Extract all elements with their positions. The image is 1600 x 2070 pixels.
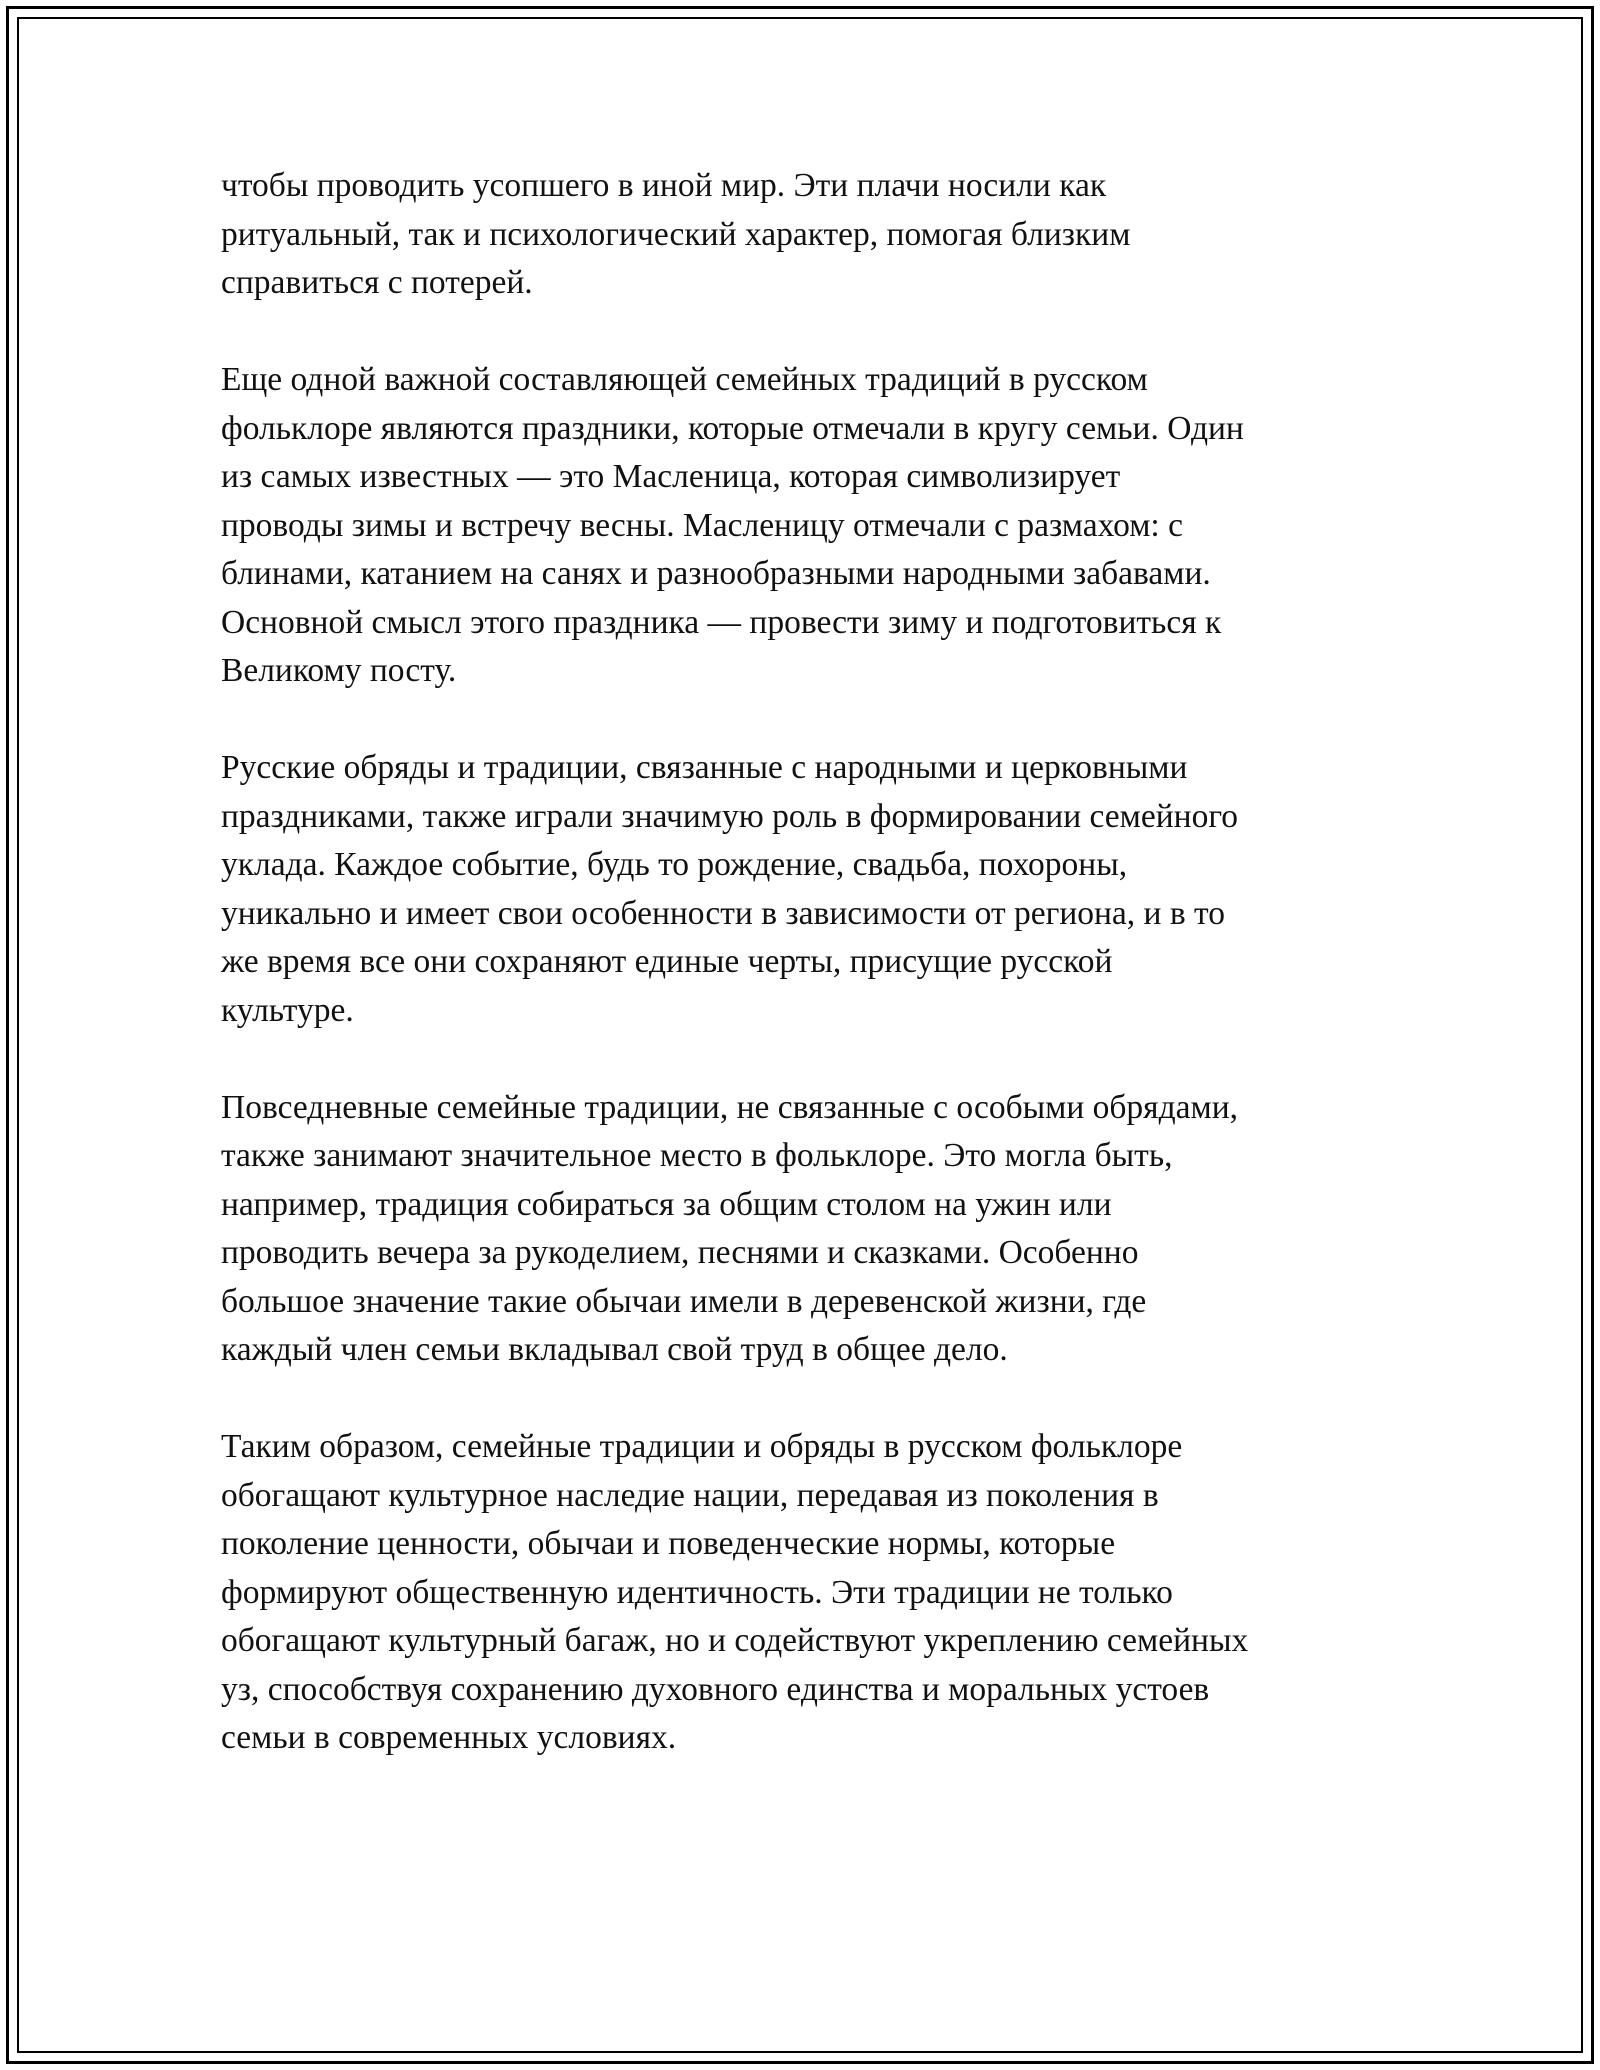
paragraph-4: [221, 1084, 1371, 1375]
text-line: фольклоре являются праздники, которые отмечали в кругу семьи. Один: [221, 409, 1244, 447]
text-line: же время все они сохраняют единые черты, присущие русской: [221, 943, 1113, 980]
text-line: блинами, катанием на санях и разнообразными народными забавами.: [221, 555, 1211, 592]
text-line: Таким образом, семейные традиции и обряды в русском фольклоре: [221, 1428, 1183, 1465]
text-line: Русские обряды и традиции, связанные с народными и церковными: [221, 749, 1188, 786]
text-line: чтобы проводить усопшего в иной мир. Эти плачи носили как: [221, 167, 1107, 204]
text-line: уклада. Каждое событие, будь то рождение, свадьба, похороны,: [221, 846, 1128, 883]
text-line: поколение ценности, обычаи и поведенческие нормы, которые: [221, 1525, 1116, 1562]
document-body: [221, 162, 1371, 1811]
paragraph-2: [221, 356, 1371, 696]
text-line: обогащают культурный багаж, но и содействуют укреплению семейных: [221, 1622, 1249, 1659]
text-line: например, традиция собираться за общим столом на ужин или: [221, 1185, 1112, 1223]
text-line: проводы зимы и встречу весны. Масленицу отмечали с размахом: с: [221, 506, 1183, 544]
paragraph-1: [221, 162, 1371, 308]
text-line: Великому посту.: [221, 652, 457, 689]
text-line: из самых известных — это Масленица, которая символизирует: [221, 458, 1121, 495]
text-line: праздниками, также играли значимую роль в формировании семейного: [221, 797, 1238, 835]
text-line: Повседневные семейные традиции, не связанные с особыми обрядами,: [221, 1088, 1239, 1126]
text-line: Еще одной важной составляющей семейных традиций в русском: [221, 361, 1148, 398]
text-line: ритуальный, так и психологический характер, помогая близким: [221, 215, 1131, 253]
text-line: Основной смысл этого праздника — провести зиму и подготовиться к: [221, 603, 1222, 641]
text-line: большое значение такие обычаи имели в деревенской жизни, где: [221, 1282, 1147, 1320]
paragraph-5: [221, 1423, 1371, 1763]
text-line: проводить вечера за рукоделием, песнями и сказками. Особенно: [221, 1234, 1139, 1271]
text-line: формируют общественную идентичность. Эти традиции не только: [221, 1573, 1173, 1611]
text-line: культуре.: [221, 991, 354, 1029]
paragraph-3: [221, 744, 1371, 1035]
text-line: семьи в современных условиях.: [221, 1719, 677, 1756]
text-line: также занимают значительное место в фольклоре. Это могла быть,: [221, 1137, 1173, 1174]
text-line: уз, способствуя сохранению духовного единства и моральных устоев: [221, 1670, 1210, 1708]
text-line: справиться с потерей.: [221, 264, 533, 301]
text-line: обогащают культурное наследие нации, передавая из поколения в: [221, 1476, 1159, 1514]
text-line: уникально и имеет свои особенности в зависимости от региона, и в то: [221, 894, 1225, 932]
text-line: каждый член семьи вкладывал свой труд в общее дело.: [221, 1331, 1008, 1368]
